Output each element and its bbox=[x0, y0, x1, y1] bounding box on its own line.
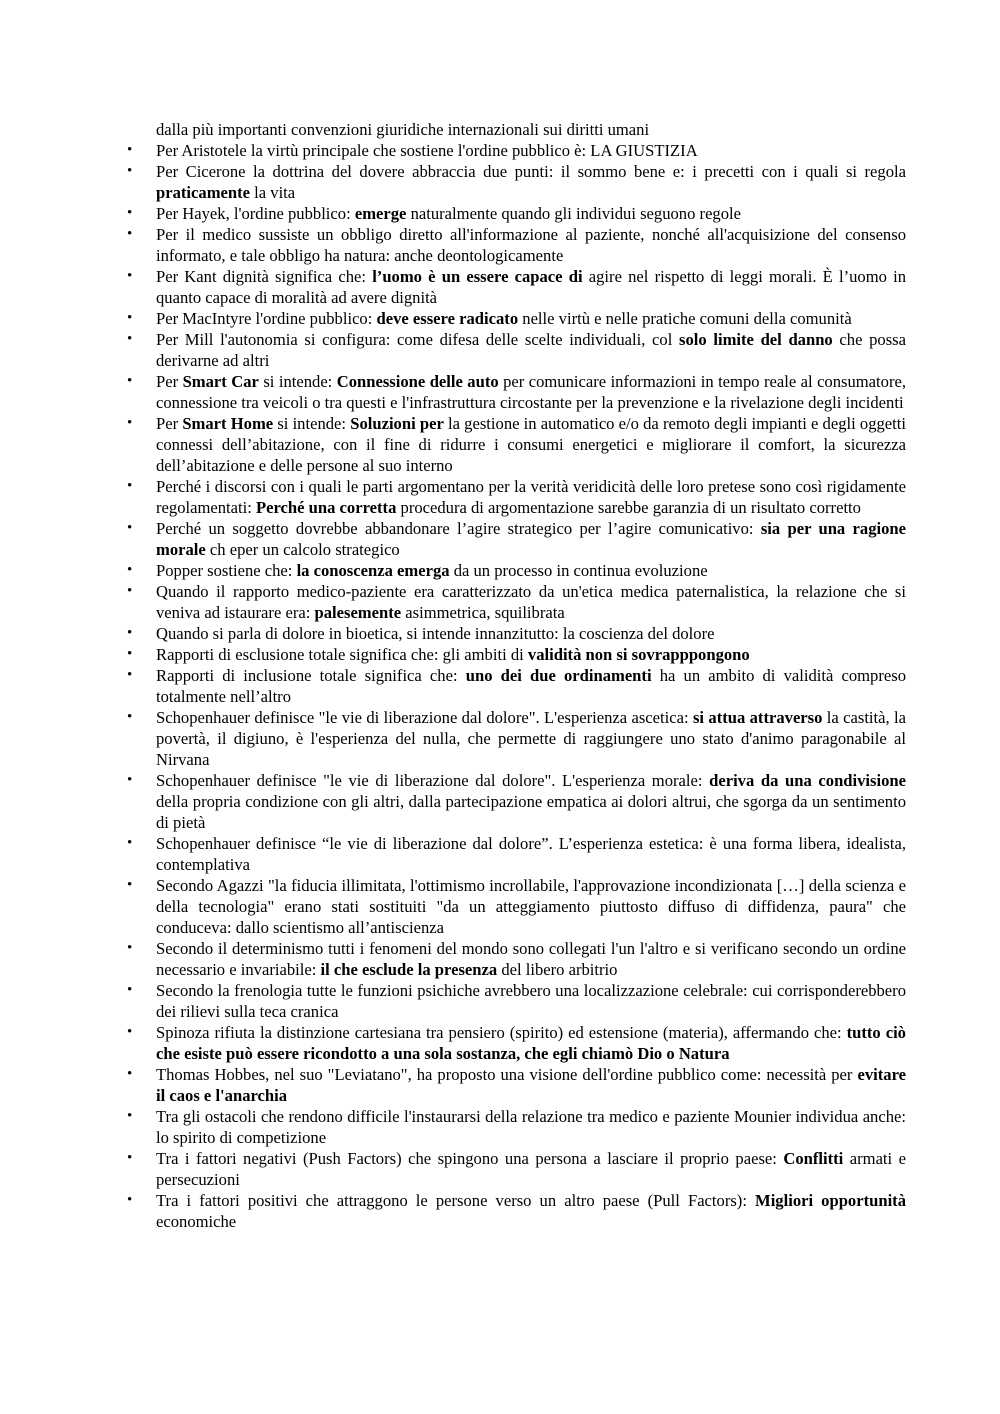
item-text: armati e persecuzioni bbox=[156, 1149, 906, 1189]
bold-answer-text: Smart Home bbox=[182, 414, 274, 433]
list-item bbox=[156, 308, 906, 329]
item-text: Thomas Hobbes, nel suo "Leviatano", ha proposto una visione dell'ordine pubblico come: necessità per bbox=[156, 1065, 858, 1084]
list-item bbox=[156, 1064, 906, 1106]
item-text: Tra i fattori positivi che attraggono le persone verso un altro paese (Pull Factors): bbox=[156, 1191, 756, 1210]
list-item bbox=[156, 623, 906, 644]
list-item bbox=[156, 875, 906, 938]
bold-answer-text: praticamente bbox=[156, 183, 250, 202]
item-text: da un processo in continua evoluzione bbox=[449, 561, 708, 580]
item-text: Schopenhauer definisce “le vie di liberazione dal dolore”. L’esperienza estetica: è una forma libera, idealista, contemplativa bbox=[156, 834, 906, 874]
list-item bbox=[156, 140, 906, 161]
item-text: Per Aristotele la virtù principale che sostiene l'ordine pubblico è: LA GIUSTIZIA bbox=[156, 141, 698, 160]
item-text: Perché i discorsi con i quali le parti argomentano per la verità veridicità delle loro pretese sono così rigidamente regolamentati: bbox=[156, 477, 906, 517]
item-text: del libero arbitrio bbox=[497, 960, 618, 979]
list-item bbox=[156, 266, 906, 308]
item-text: Spinoza rifiuta la distinzione cartesiana tra pensiero (spirito) ed estensione (materia), affermando che: bbox=[156, 1023, 847, 1042]
bold-answer-text: sia per una ragione morale bbox=[156, 519, 907, 559]
list-item bbox=[156, 371, 906, 413]
bold-answer-text: il che esclude la presenza bbox=[320, 960, 498, 979]
bullet-list bbox=[0, 140, 1000, 1232]
item-text: si intende: bbox=[258, 372, 337, 391]
bold-answer-text: Connessione delle auto bbox=[336, 372, 499, 391]
item-text: la castità, la povertà, il digiuno, è l'esperienza del nulla, che permette di raggiungere uno stato d'animo paragonabile al Nirvana bbox=[156, 708, 907, 769]
list-item bbox=[156, 1190, 906, 1232]
item-text: la gestione in automatico e/o da remoto degli impianti e degli oggetti connessi dell’abitazione, con il fine di ridurre i consumi energetici e migliorare il comfort, la sicurezza dell’abitazione e delle persone al suo interno bbox=[156, 414, 907, 475]
item-text: Rapporti di esclusione totale significa che: gli ambiti di bbox=[156, 645, 528, 664]
bold-answer-text: uno dei due ordinamenti bbox=[465, 666, 652, 685]
list-item bbox=[156, 644, 906, 665]
list-item bbox=[156, 581, 906, 623]
item-text: Schopenhauer definisce "le vie di liberazione dal dolore". L'esperienza ascetica: bbox=[156, 708, 693, 727]
item-text: Per MacIntyre l'ordine pubblico: bbox=[156, 309, 377, 328]
item-text: ch eper un calcolo strategico bbox=[205, 540, 400, 559]
item-text: Per bbox=[156, 414, 183, 433]
item-text: Quando il rapporto medico-paziente era caratterizzato da un'etica medica paternalistica, la relazione che si veniva ad istaurare era: bbox=[156, 582, 906, 622]
list-item bbox=[156, 1022, 906, 1064]
item-text: Popper sostiene che: bbox=[156, 561, 297, 580]
list-item bbox=[156, 770, 906, 833]
list-item bbox=[156, 413, 906, 476]
item-text: Tra i fattori negativi (Push Factors) che spingono una persona a lasciare il proprio paese: bbox=[156, 1149, 784, 1168]
item-text: si intende: bbox=[273, 414, 351, 433]
list-item bbox=[156, 329, 906, 371]
item-text: per comunicare informazioni in tempo reale al consumatore, connessione tra veicoli o tra questi e l'infrastruttura circostante per la prevenzione e la rivelazione degli incidenti bbox=[156, 372, 906, 412]
bold-answer-text: evitare il caos e l'anarchia bbox=[156, 1065, 906, 1105]
bold-answer-text: deve essere radicato bbox=[376, 309, 519, 328]
bold-answer-text: si attua attraverso bbox=[692, 708, 823, 727]
bold-answer-text: Smart Car bbox=[182, 372, 259, 391]
item-text: Per Mill l'autonomia si configura: come difesa delle scelte individuali, col bbox=[156, 330, 679, 349]
item-text: che possa derivarne ad altri bbox=[156, 330, 906, 370]
list-item bbox=[156, 980, 906, 1022]
bold-answer-text: tutto ciò che esiste può essere ricondotto a una sola sostanza, che egli chiamò Dio o Natura bbox=[156, 1023, 906, 1063]
item-text: Rapporti di inclusione totale significa che: bbox=[156, 666, 466, 685]
bold-answer-text: Perché una corretta bbox=[255, 498, 397, 517]
bold-answer-text: palesemente bbox=[314, 603, 402, 622]
list-item bbox=[156, 560, 906, 581]
item-text: della propria condizione con gli altri, dalla partecipazione empatica ai dolori altrui, che sgorga da un sentimento di pietà bbox=[156, 792, 906, 832]
item-text: Schopenhauer definisce "le vie di liberazione dal dolore". L'esperienza morale: bbox=[156, 771, 710, 790]
item-text: Tra gli ostacoli che rendono difficile l'instaurarsi della relazione tra medico e paziente Mounier individua anche: lo spirito di competizione bbox=[156, 1107, 906, 1147]
item-text: Perché un soggetto dovrebbe abbandonare l’agire strategico per l’agire comunicativo: bbox=[156, 519, 761, 538]
item-text: naturalmente quando gli individui seguono regole bbox=[406, 204, 742, 223]
list-item bbox=[156, 161, 906, 203]
continuation-line: dalla più importanti convenzioni giuridiche internazionali sui diritti umani bbox=[156, 120, 650, 139]
list-item bbox=[156, 1148, 906, 1190]
bold-answer-text: l’uomo è un essere capace di bbox=[372, 267, 583, 286]
item-text: procedura di argomentazione sarebbe garanzia di un risultato corretto bbox=[396, 498, 861, 517]
item-text: Per bbox=[156, 372, 183, 391]
item-text: ha un ambito di validità compreso totalmente nell’altro bbox=[156, 666, 906, 706]
bold-answer-text: solo limite del danno bbox=[679, 330, 833, 349]
item-text: la vita bbox=[250, 183, 296, 202]
item-text: agire nel rispetto di leggi morali. È l’uomo in quanto capace di moralità ad avere dignità bbox=[156, 267, 907, 307]
item-text: nelle virtù e nelle pratiche comuni della comunità bbox=[518, 309, 852, 328]
list-item bbox=[156, 833, 906, 875]
bold-answer-text: emerge bbox=[354, 204, 407, 223]
item-text: Per Hayek, l'ordine pubblico: bbox=[156, 204, 355, 223]
list-item bbox=[156, 707, 906, 770]
item-text: Quando si parla di dolore in bioetica, si intende innanzitutto: la coscienza del dolore bbox=[156, 624, 715, 643]
list-item bbox=[156, 665, 906, 707]
bold-answer-text: Conflitti bbox=[783, 1149, 844, 1168]
item-text: Secondo la frenologia tutte le funzioni psichiche avrebbero una localizzazione celebrale: cui corrisponderebbero dei rilievi sulla teca cranica bbox=[156, 981, 906, 1021]
item-text: Secondo Agazzi "la fiducia illimitata, l'ottimismo incrollabile, l'approvazione incondizionata […] della scienza e della tecnologia" erano stati sostituiti "da un atteggiamento piuttosto diffuso di diffidenza, paura" che conduceva: dallo scientismo all’antiscienza bbox=[156, 876, 906, 937]
list-item bbox=[156, 938, 906, 980]
item-text: economiche bbox=[156, 1212, 237, 1231]
item-text: asimmetrica, squilibrata bbox=[401, 603, 565, 622]
item-text: Per Kant dignità significa che: bbox=[156, 267, 373, 286]
bold-answer-text: Migliori opportunità bbox=[755, 1191, 906, 1210]
bold-answer-text: validità non si sovrapppongono bbox=[527, 645, 750, 664]
item-text: Per il medico sussiste un obbligo diretto all'informazione al paziente, nonché all'acquisizione del consenso informato, e tale obbligo ha natura: anche deontologicamente bbox=[156, 225, 906, 265]
item-text: Secondo il determinismo tutti i fenomeni del mondo sono collegati l'un l'altro e si verificano secondo un ordine necessario e invariabile: bbox=[156, 939, 906, 979]
bold-answer-text: Soluzioni per bbox=[350, 414, 444, 433]
list-item bbox=[156, 224, 906, 266]
list-item bbox=[156, 518, 906, 560]
list-item bbox=[156, 476, 906, 518]
bold-answer-text: la conoscenza emerga bbox=[296, 561, 450, 580]
item-text: Per Cicerone la dottrina del dovere abbraccia due punti: il sommo bene e: i precetti con i quali si regola bbox=[156, 162, 906, 181]
list-item bbox=[156, 1106, 906, 1148]
bold-answer-text: deriva da una condivisione bbox=[709, 771, 906, 790]
list-item bbox=[156, 203, 906, 224]
